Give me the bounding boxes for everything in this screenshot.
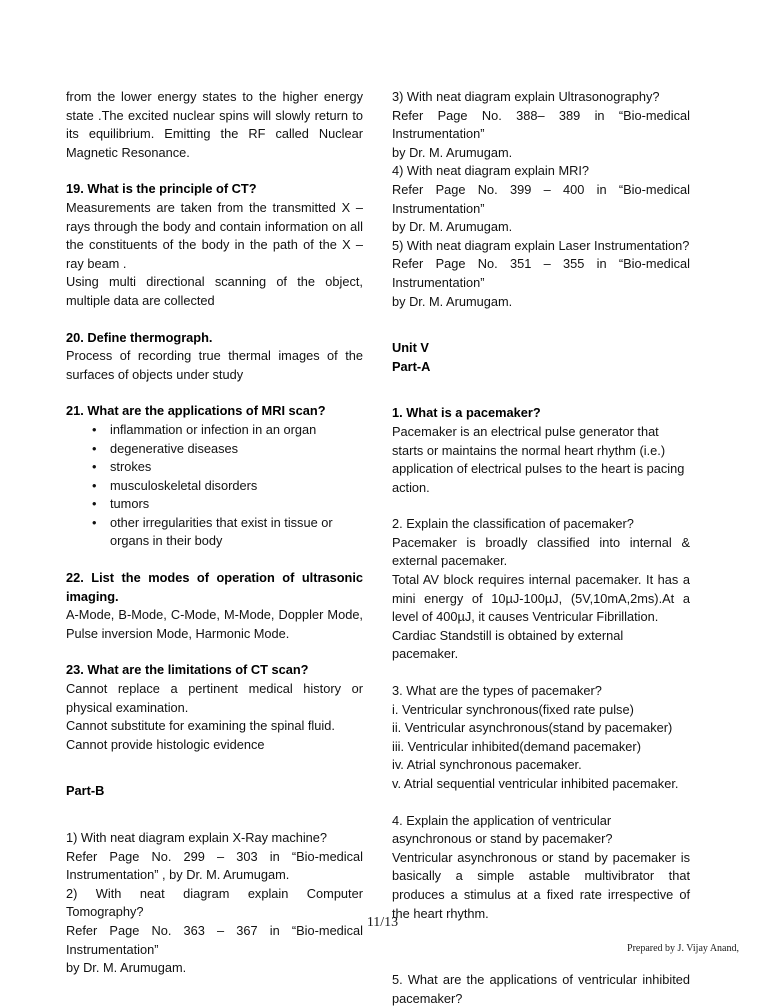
partb-q5-author: by Dr. M. Arumugam. [392,293,513,309]
q23-body-part2: Cannot substitute for examining the spinal fluid. [66,718,335,734]
list-item: iv. Atrial synchronous pacemaker. [392,757,582,773]
list-item: iii. Ventricular inhibited(demand pacemaker) [392,738,641,754]
spacer [66,551,363,569]
partb-q5-question: 5) With neat diagram explain Laser Instrumentation? [392,237,690,253]
q22-body: A-Mode, B-Mode, C-Mode, M-Mode, Doppler Mode, Pulse inversion Mode, Harmonic Mode. [66,607,363,641]
partb-q2-question: 2) With neat diagram explain Computer Tomography? [66,885,363,920]
q22-heading: 22. List the modes of operation of ultrasonic imaging. [66,570,363,604]
spacer [392,664,690,682]
q23-body-part3: Cannot provide histologic evidence [66,736,265,752]
q19-body-part1: Measurements are taken from the transmitted X – rays through the body and contain information on all the constituents of the body in the path of the X – ray beam . [66,199,363,271]
q20-body: Process of recording true thermal images of the surfaces of objects under study [66,348,363,382]
list-item: • tumors [66,495,363,514]
spacer [66,162,363,180]
list-item: i. Ventricular synchronous(fixed rate pulse) [392,701,634,717]
part-a-heading: Part-A [392,358,431,374]
spacer [66,384,363,402]
list-item: v. Atrial sequential ventricular inhibited pacemaker. [392,776,679,791]
partb-q3-reference: Refer Page No. 388– 389 in “Bio-medical Instrumentation” [392,107,690,142]
parta-q2-heading: 2. Explain the classification of pacemaker? [392,516,634,532]
spacer [66,311,363,329]
partb-q2-reference: Refer Page No. 363 – 367 in “Bio-medical Instrumentation” [66,922,363,957]
partb-q1-reference: Refer Page No. 299 – 303 in “Bio-medical Instrumentation” , by Dr. M. Arumugam. [66,848,363,883]
spacer [66,801,363,829]
continued-paragraph: from the lower energy states to the higher energy state .The excited nuclear spins will slowly return to its equilibrium. Emitting the RF called Nuclear Magnetic Resonance. [66,89,363,160]
parta-q2-body-part2: Total AV block requires internal pacemaker. It has a mini energy of 10µJ-100µJ, (5V,10mA,2ms).At a level of 400µJ, it causes Ventricular Fibrillation. [392,572,690,625]
page-number: 11/13 [366,915,399,930]
left-column [66,88,363,978]
parta-q1-heading: 1. What is a pacemaker? [392,405,541,421]
part-b-heading: Part-B [66,783,105,799]
unit-heading: Unit V [392,340,429,356]
q21-bullet-list [66,421,363,551]
spacer [392,376,690,404]
parta-q2-body-part3: Cardiac Standstill is obtained by external pacemaker. [392,627,624,662]
partb-q4-author: by Dr. M. Arumugam. [392,219,513,235]
partb-q3-author: by Dr. M. Arumugam. [392,144,513,160]
list-item: • inflammation or infection in an organ [66,421,363,440]
list-item: • other irregularities that exist in tissue or organs in their body [66,514,363,551]
parta-q2-body-part1: Pacemaker is broadly classified into internal & external pacemaker. [392,534,690,569]
q19-body-part2: Using multi directional scanning of the object, multiple data are collected [66,274,363,308]
partb-q1-question: 1) With neat diagram explain X-Ray machine? [66,830,328,845]
q21-heading: 21. What are the applications of MRI scan? [66,403,326,419]
list-item: • strokes [66,458,363,477]
list-item: • degenerative diseases [66,440,363,459]
list-item: ii. Ventricular asynchronous(stand by pacemaker) [392,720,673,736]
q20-heading: 20. Define thermograph. [66,329,213,345]
q19-heading: 19. What is the principle of CT? [66,181,257,197]
parta-q5-heading: 5. What are the applications of ventricular inhibited pacemaker? [392,972,690,1006]
parta-q3-heading: 3. What are the types of pacemaker? [392,683,602,699]
q23-heading: 23. What are the limitations of CT scan? [66,662,309,678]
spacer [392,311,690,339]
parta-q4-body: Ventricular asynchronous or stand by pacemaker is basically a simple astable multivibrator that produces a stimulus at a fixed rate irrespective of the heart rhythm. [392,849,690,921]
q23-body-part1: Cannot replace a pertinent medical history or physical examination. [66,681,363,715]
list-item: • musculoskeletal disorders [66,477,363,496]
spacer [66,754,363,782]
spacer [392,794,690,812]
partb-q4-reference: Refer Page No. 399 – 400 in “Bio-medical Instrumentation” [392,181,690,216]
spacer [392,497,690,515]
partb-q3-question: 3) With neat diagram explain Ultrasonography? [392,89,660,104]
partb-q4-question: 4) With neat diagram explain MRI? [392,163,590,179]
parta-q1-body: Pacemaker is an electrical pulse generator that starts or maintains the normal heart rhythm (i.e.) application of electrical pulses to the heart is pacing action. [392,423,685,495]
prepared-by-note: Prepared by J. Vijay Anand, [627,943,739,954]
right-column [392,88,690,1008]
spacer [66,643,363,661]
partb-q2-author: by Dr. M. Arumugam. [66,960,187,976]
parta-q4-heading: 4. Explain the application of ventricular asynchronous or stand by pacemaker? [392,812,613,847]
partb-q5-reference: Refer Page No. 351 – 355 in “Bio-medical Instrumentation” [392,256,690,290]
